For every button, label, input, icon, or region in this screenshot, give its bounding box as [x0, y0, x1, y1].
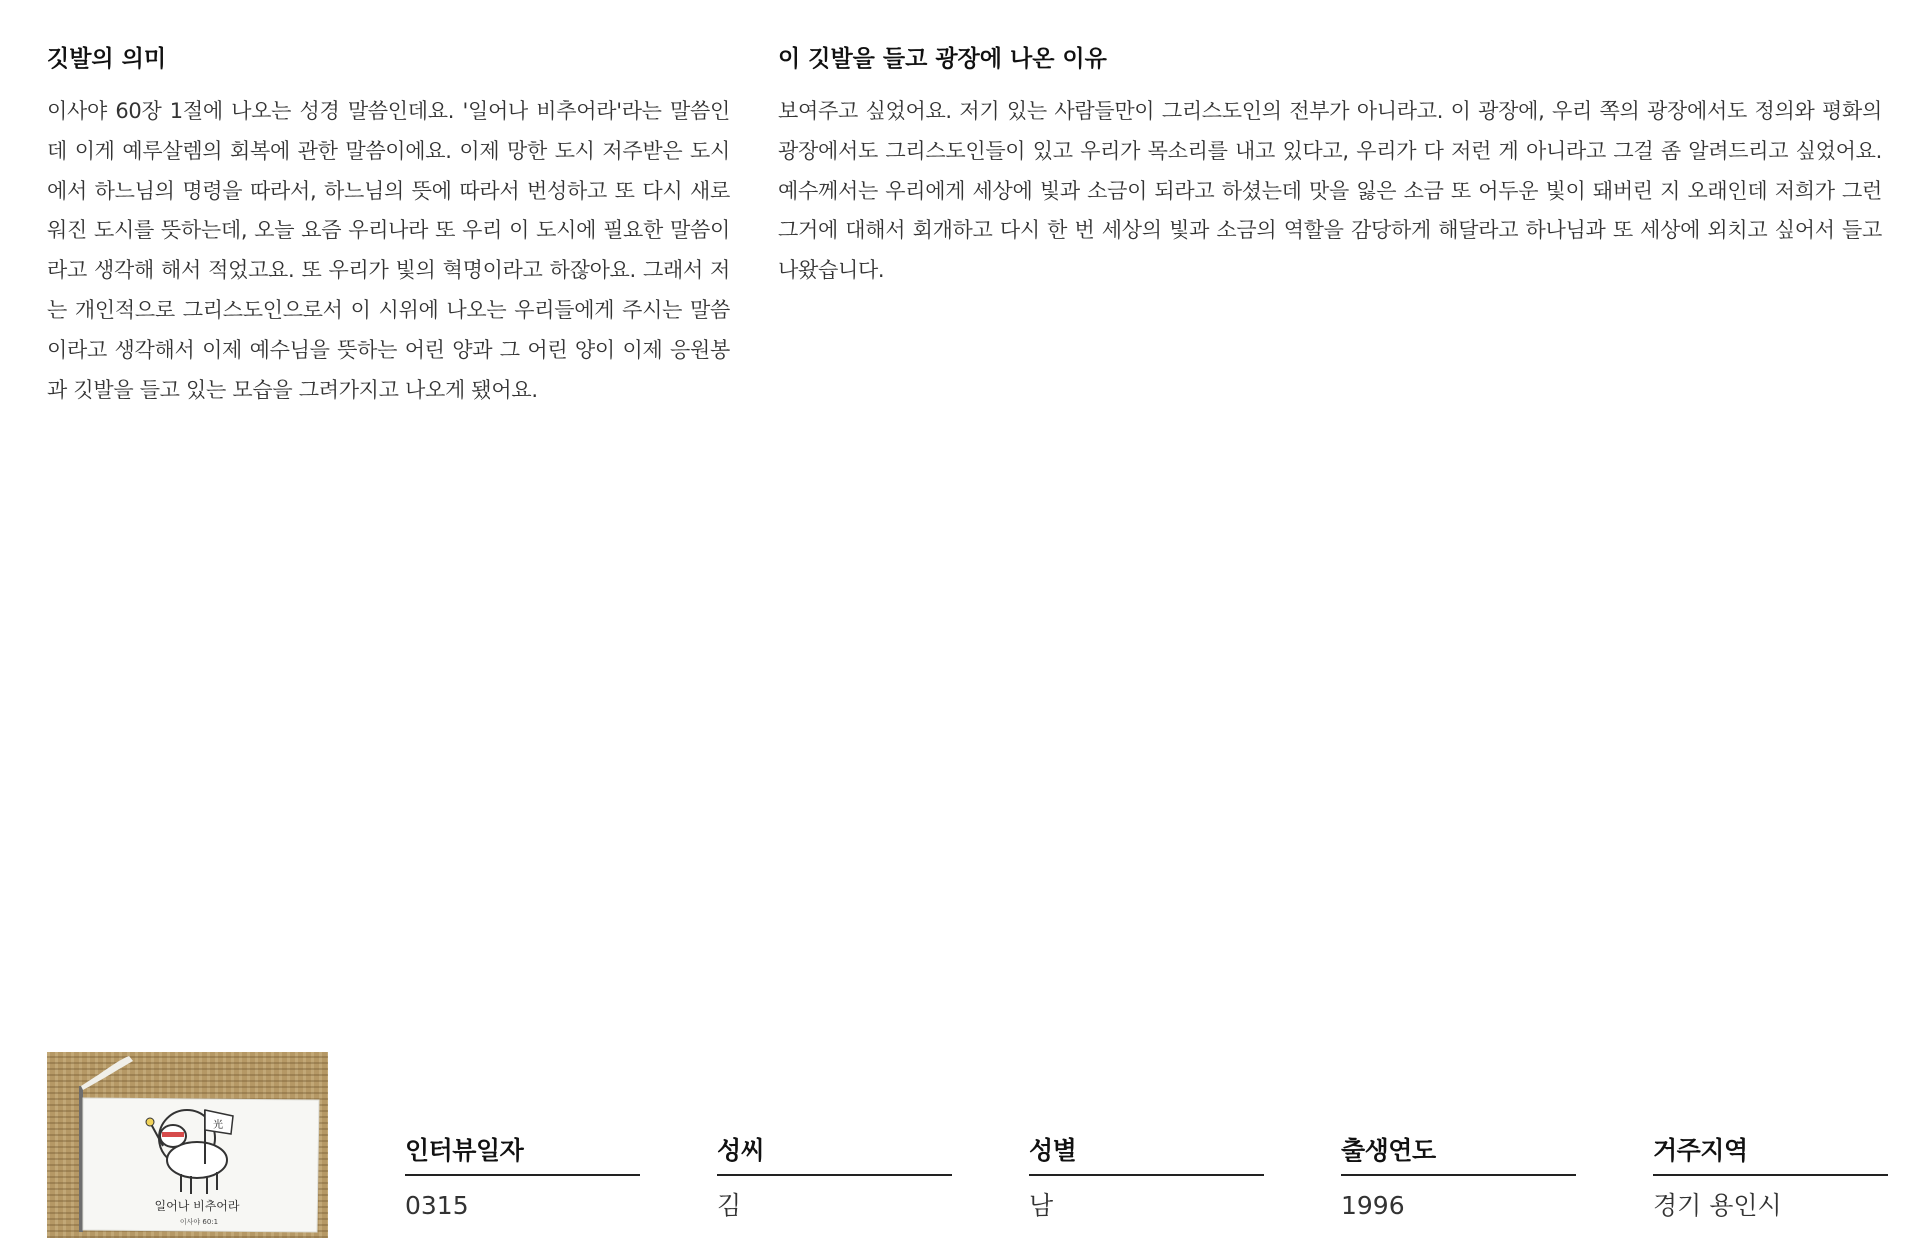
info-value: 0315 [405, 1191, 469, 1220]
info-label: 출생연도 [1341, 1128, 1576, 1176]
interview-info-table [0, 1128, 1920, 1248]
info-value: 김 [717, 1191, 742, 1220]
info-interview-date [405, 1128, 640, 1224]
reason-section [778, 40, 1882, 291]
reason-title: 이 깃발을 들고 광장에 나온 이유 [778, 46, 1107, 72]
info-value: 남 [1029, 1191, 1054, 1220]
flag-ribbon [81, 1056, 133, 1090]
flag-meaning-section [47, 40, 730, 410]
info-surname [717, 1128, 952, 1224]
flag-meaning-body: 이사야 60장 1절에 나오는 성경 말씀인데요. '일어나 비추어라'라는 말씀인데 이게 예루살렘의 회복에 관한 말씀이에요. 이제 망한 도시 저주받은 도시에서 하느님의 명령을 따라서, 하느님의 뜻에 따라서 번성하고 또 다시 새로워진 도시를 뜻하는데, 오늘 요즘 우리나라 또 우리 이 도시에 필요한 말씀이라고 생각해 해서 적었고요. 또 우리가 빛의 혁명이라고 하잖아요. 그래서 저는 개인적으로 그리스도인으로서 이 시위에 나오는 우리들에게 주시는 말씀이라고 생각해서 이제 예수님을 뜻하는 어린 양과 그 어린 양이 이제 응원봉과 깃발을 들고 있는 모습을 그려가지고 나오게 됐어요. [47, 99, 730, 402]
info-value: 1996 [1341, 1191, 1405, 1220]
info-label: 성씨 [717, 1128, 952, 1176]
info-value: 경기 용인시 [1653, 1191, 1782, 1220]
flag-glyph: 光 [213, 1120, 223, 1131]
flag-text-sub: 이사야 60:1 [179, 1218, 219, 1226]
info-label: 인터뷰일자 [405, 1128, 640, 1176]
info-label: 성별 [1029, 1128, 1264, 1176]
info-gender [1029, 1128, 1264, 1224]
info-birth-year [1341, 1128, 1576, 1224]
info-label: 거주지역 [1653, 1128, 1888, 1176]
light-stick-tip [146, 1118, 154, 1126]
flag-text-main: 일어나 비추어라 [154, 1199, 240, 1213]
reason-body: 보여주고 싶었어요. 저기 있는 사람들만이 그리스도인의 전부가 아니라고. 이 광장에, 우리 쪽의 광장에서도 정의와 평화의 광장에서도 그리스도인들이 있고 우리가 목소리를 내고 있다고, 우리가 다 저런 게 아니라고 그걸 좀 알려드리고 싶었어요. 예수께서는 우리에게 세상에 빛과 소금이 되라고 하셨는데 맛을 잃은 소금 또 어두운 빛이 돼버린 지 오래인데 저희가 그런 그거에 대해서 회개하고 다시 한 번 세상의 빛과 소금의 역할을 감당하게 해달라고 하나님과 또 세상에 외치고 싶어서 들고 나왔습니다. [778, 99, 1882, 283]
flag-meaning-title: 깃발의 의미 [47, 46, 167, 72]
info-residence [1653, 1128, 1888, 1224]
